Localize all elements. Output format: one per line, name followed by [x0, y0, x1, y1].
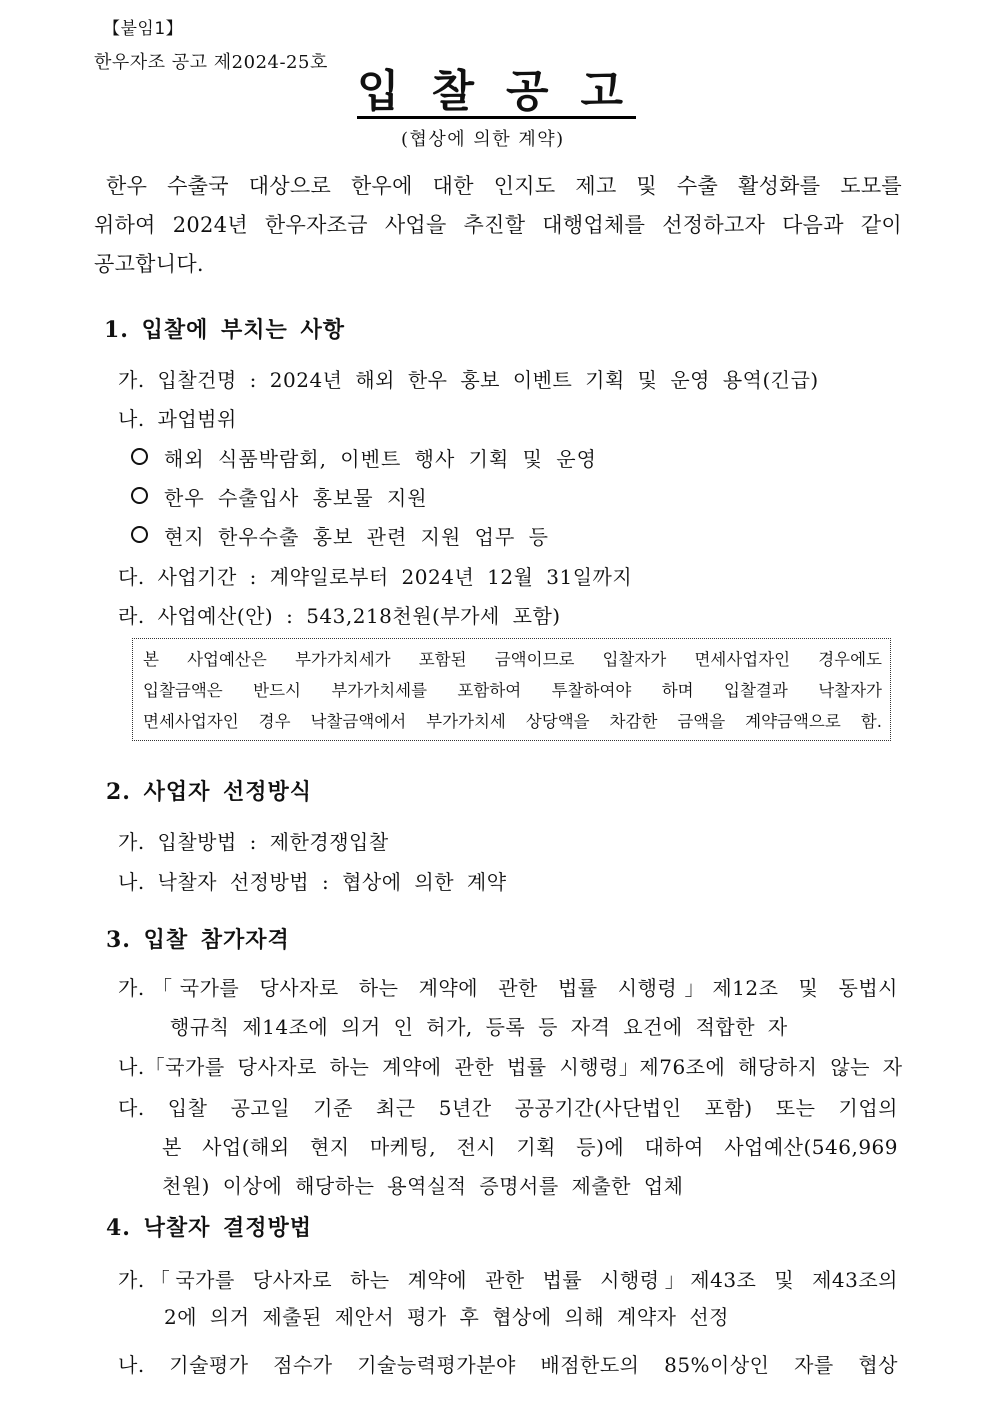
- qualification-item-cont: 행규칙 제14조에 의거 인 허가, 등록 등 자격 요건에 적합한 자: [170, 1015, 788, 1039]
- decision-item: 나. 기술평가 점수가 기술능력평가분야 배점한도의 85%이상인 자를 협상: [118, 1353, 898, 1377]
- qualification-item: 가.「국가를 당사자로 하는 계약에 관한 법률 시행령」제12조 및 동법시: [118, 976, 898, 1000]
- scope-bullet: 해외 식품박람회, 이벤트 행사 기획 및 운영: [131, 443, 597, 472]
- qualification-item: 나.「국가를 당사자로 하는 계약에 관한 법률 시행령」제76조에 해당하지 않는 자: [118, 1055, 903, 1079]
- item-period: 다. 사업기간 : 계약일로부터 2024년 12월 31일까지: [118, 565, 633, 589]
- note-line: 면세사업자인 경우 낙찰금액에서 부가가치세 상당액을 차감한 금액을 계약금액으로 함.: [143, 712, 882, 731]
- item-scope: 나. 과업범위: [118, 407, 237, 431]
- page-title: 입찰공고: [357, 66, 656, 117]
- intro-line: 위하여 2024년 한우자조금 사업을 추진할 대행업체를 선정하고자 다음과 같이: [94, 213, 902, 237]
- section-1-heading: 1. 입찰에 부치는 사항: [104, 317, 345, 343]
- decision-item: 가.「국가를 당사자로 하는 계약에 관한 법률 시행령」제43조 및 제43조의: [118, 1268, 898, 1292]
- qualification-item-cont: 본 사업(해외 현지 마케팅, 전시 기획 등)에 대하여 사업예산(546,969: [162, 1135, 898, 1159]
- intro-line: 공고합니다.: [94, 252, 204, 276]
- qualification-item: 다. 입찰 공고일 기준 최근 5년간 공공기간(사단법인 포함) 또는 기업의: [118, 1096, 898, 1120]
- section-2-heading: 2. 사업자 선정방식: [106, 779, 313, 805]
- intro-line: 한우 수출국 대상으로 한우에 대한 인지도 제고 및 수출 활성화를 도모를: [106, 174, 902, 198]
- item-bid-name: 가. 입찰건명 : 2024년 해외 한우 홍보 이벤트 기획 및 운영 용역(긴급): [118, 368, 819, 392]
- scope-bullet: 한우 수출입사 홍보물 지원: [131, 482, 428, 511]
- item-budget: 라. 사업예산(안) : 543,218천원(부가세 포함): [118, 604, 561, 628]
- circle-bullet-icon: [131, 487, 148, 504]
- note-line: 본 사업예산은 부가가치세가 포함된 금액이므로 입찰자가 면세사업자인 경우에도: [143, 650, 882, 669]
- scope-bullet: 현지 한우수출 홍보 관련 지원 업무 등: [131, 521, 549, 550]
- decision-item-cont: 2에 의거 제출된 제안서 평가 후 협상에 의해 계약자 선정: [164, 1305, 729, 1329]
- document-number: 한우자조 공고 제2024-25호: [94, 52, 328, 73]
- note-line: 입찰금액은 반드시 부가가치세를 포함하여 투찰하여야 하며 입찰결과 낙찰자가: [143, 681, 882, 700]
- item-selection-method: 나. 낙찰자 선정방법 : 협상에 의한 계약: [118, 870, 507, 894]
- item-bid-method: 가. 입찰방법 : 제한경쟁입찰: [118, 830, 389, 854]
- qualification-item-cont: 천원) 이상에 해당하는 용역실적 증명서를 제출한 업체: [162, 1174, 684, 1198]
- circle-bullet-icon: [131, 448, 148, 465]
- circle-bullet-icon: [131, 526, 148, 543]
- page-subtitle: (협상에 의한 계약): [401, 129, 565, 150]
- section-3-heading: 3. 입찰 참가자격: [106, 927, 290, 953]
- attachment-label: 【붙임1】: [103, 19, 184, 39]
- intro-paragraph: [94, 167, 902, 284]
- section-4-heading: 4. 낙찰자 결정방법: [106, 1215, 313, 1241]
- vat-note-box: [132, 638, 891, 741]
